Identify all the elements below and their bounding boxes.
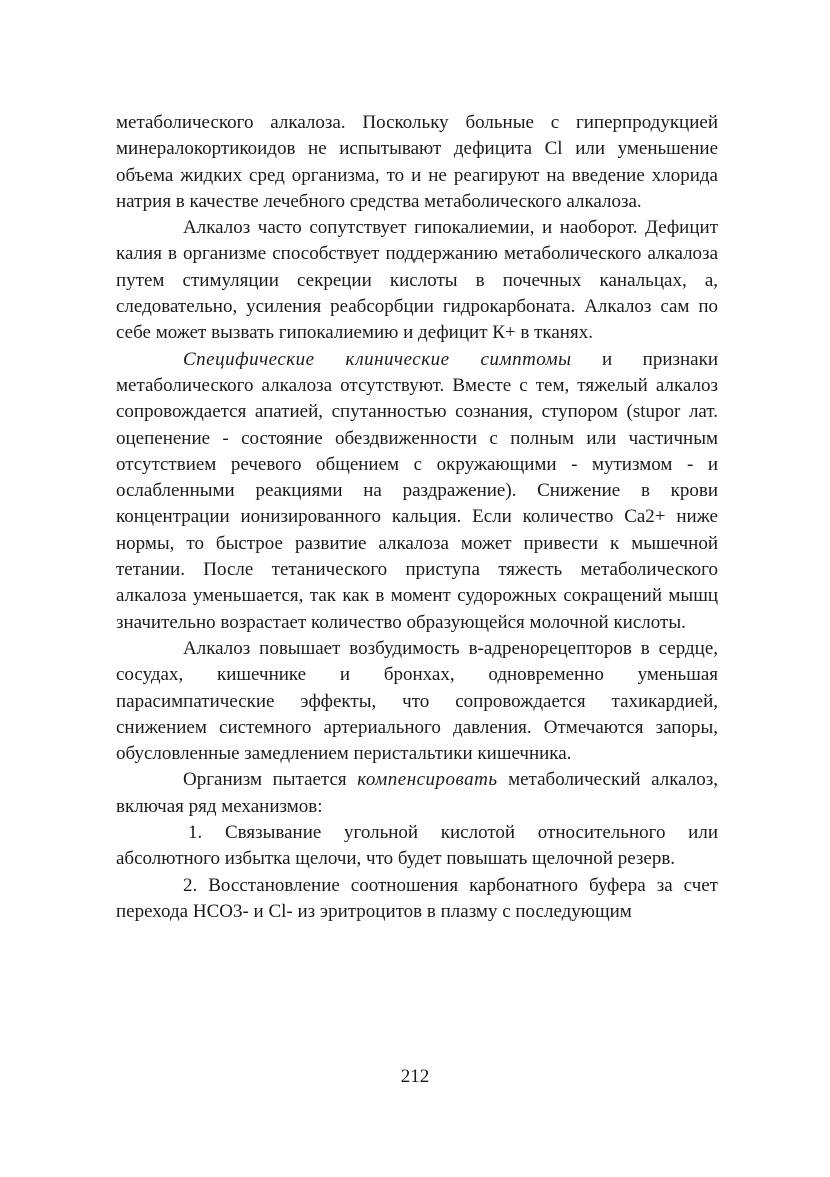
paragraph-1 (116, 110, 718, 215)
paragraph-3 (116, 347, 718, 636)
list-item-2 (116, 873, 718, 926)
paragraph-2-text: Алкалоз часто сопутствует гипокалиемии, и наоборот. Дефицит калия в организме способствует поддержанию метаболического алкалоза путем стимуляции секреции кислоты в почечных канальцах, а, следовательно, усиления реабсорбции гидрокарбоната. Алкалоз сам по себе может вызвать гипокалиемию и дефицит К+ в тканях. (116, 217, 718, 344)
paragraph-5-text-a: Организм пытается (183, 769, 358, 791)
paragraph-4 (116, 636, 718, 767)
paragraph-5 (116, 767, 718, 820)
list-item-1 (116, 820, 718, 873)
paragraph-1-text: метаболического алкалоза. Поскольку больные с гиперпродукцией минералокортикоидов не испытывают дефицита Cl или уменьшение объема жидких сред организма, то и не реагируют на введение хлорида натрия в качестве лечебного средства метаболического алкалоза. (116, 112, 718, 212)
page-number: 212 (400, 1066, 430, 1087)
paragraph-4-text: Алкалоз повышает возбудимость в-адренорецепторов в сердце, сосудах, кишечнике и бронхах, одновременно уменьшая парасимпатические эффекты, что сопровождается тахикардией, снижением системного артериального давления. Отмечаются запоры, обусловленные замедлением перистальтики кишечника. (116, 637, 718, 765)
page-body (116, 110, 718, 925)
paragraph-2 (116, 215, 718, 346)
list-item-1-text: 1. Связывание угольной кислотой относительного или абсолютного избытка щелочи, что будет повышать щелочной резерв. (116, 822, 718, 870)
list-item-2-text: 2. Восстановление соотношения карбонатного буфера за счет перехода НСО3- и Cl- из эритроцитов в плазму с последующим (116, 874, 718, 922)
paragraph-3-italic-term: Специфические клинические симптомы (183, 348, 572, 370)
paragraph-3-text: и признаки метаболического алкалоза отсутствуют. Вместе с тем, тяжелый алкалоз сопровождается апатией, спутанностью сознания, ступором (stupor лат. оцепенение - состояние обездвиженности с полным или частичным отсутствием речевого общением с окружающими - мутизмом - и ослабленными реакциями на раздражение). Снижение в крови концентрации ионизированного кальция. Если количество Са2+ ниже нормы, то быстрое развитие алкалоза может привести к мышечной тетании. После тетанического приступа тяжесть метаболического алкалоза уменьшается, так как в момент судорожных сокращений мышц значительно возрастает количество образующейся молочной кислоты. (116, 348, 719, 633)
paragraph-5-text-b: метаболический алкалоз, включая ряд механизмов: (116, 769, 718, 817)
paragraph-5-italic-term: компенсировать (357, 769, 498, 791)
